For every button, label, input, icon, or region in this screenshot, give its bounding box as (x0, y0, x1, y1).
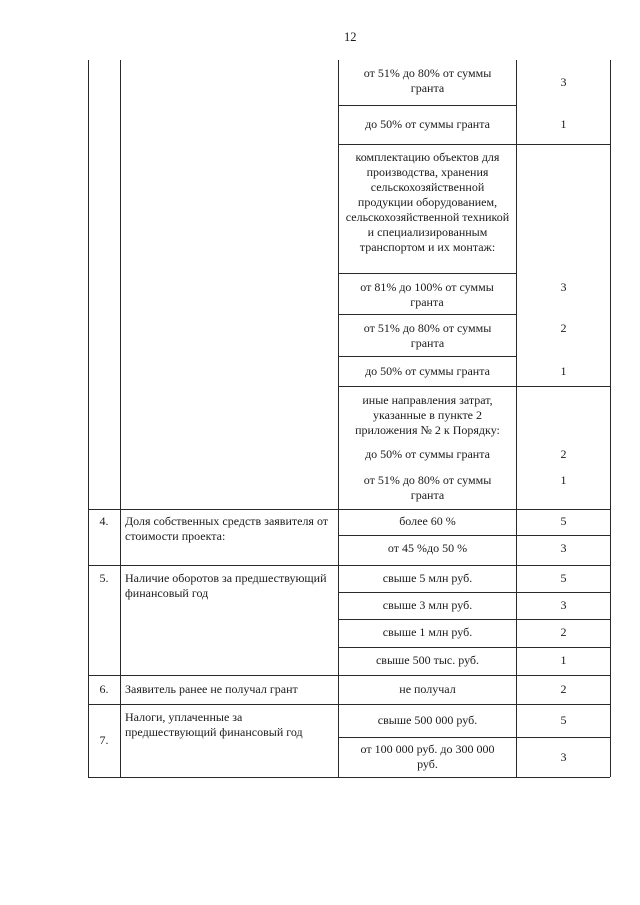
condition-cell: до 50% от суммы гранта (365, 447, 490, 461)
row-divider (338, 273, 516, 274)
criterion-number: 6. (99, 682, 109, 696)
condition-cell: от 51% до 80% от суммы гранта (363, 321, 492, 350)
section-heading: комплектацию объектов для производства, хранения сельскохозяйственной продукции оборудованием, сельскохозяйственной техникой и специализированным транспортом и их монтаж: (345, 150, 510, 254)
column-divider (120, 60, 121, 777)
score-cell: 3 (560, 598, 567, 612)
condition-cell: более 60 % (399, 514, 456, 528)
row-divider (338, 356, 516, 357)
score-cell: 5 (560, 713, 567, 727)
condition-cell: свыше 500 тыс. руб. (375, 653, 480, 667)
condition-cell: до 50% от суммы гранта (365, 364, 490, 378)
page-number-text: 12 (344, 30, 357, 44)
row-divider (338, 105, 516, 106)
criterion-name: Заявитель ранее не получал грант (125, 682, 298, 696)
condition-cell: свыше 1 млн руб. (382, 625, 473, 639)
table-border-bottom (88, 777, 610, 778)
condition-cell: от 100 000 руб. до 300 000 руб. (360, 742, 495, 771)
condition-cell: не получал (399, 682, 456, 696)
condition-cell: свыше 3 млн руб. (382, 598, 473, 612)
score-cell: 3 (560, 75, 567, 89)
row-divider (338, 647, 610, 648)
row-divider (88, 509, 610, 510)
table-border-left (88, 60, 89, 777)
condition-cell: до 50% от суммы гранта (365, 117, 490, 131)
row-divider (338, 592, 610, 593)
criterion-number: 7. (99, 733, 109, 747)
row-divider (88, 565, 610, 566)
column-divider (338, 60, 339, 777)
row-divider (338, 314, 516, 315)
row-divider (88, 704, 610, 705)
row-divider (338, 619, 610, 620)
criterion-name: Доля собственных средств заявителя от стоимости проекта: (125, 514, 329, 543)
condition-cell: свыше 5 млн руб. (382, 571, 473, 585)
criterion-number: 5. (99, 571, 109, 585)
row-divider (338, 386, 610, 387)
score-cell: 3 (560, 280, 567, 294)
score-cell: 5 (560, 514, 567, 528)
row-divider (338, 144, 610, 145)
condition-cell: от 81% до 100% от суммы гранта (360, 280, 494, 309)
score-cell: 2 (560, 321, 567, 335)
score-cell: 2 (560, 625, 567, 639)
score-cell: 3 (560, 541, 567, 555)
score-cell: 1 (560, 653, 567, 667)
criterion-name: Наличие оборотов за предшествующий финансовый год (125, 571, 327, 600)
condition-cell: от 51% до 80% от суммы гранта (363, 66, 492, 95)
criterion-name: Налоги, уплаченные за предшествующий финансовый год (125, 710, 303, 739)
section-heading: иные направления затрат, указанные в пункте 2 приложения № 2 к Порядку: (355, 393, 500, 437)
score-cell: 1 (560, 473, 567, 487)
score-cell: 5 (560, 571, 567, 585)
row-divider (338, 535, 610, 536)
condition-cell: свыше 500 000 руб. (377, 713, 478, 727)
column-divider (516, 60, 517, 777)
score-cell: 1 (560, 117, 567, 131)
condition-cell: от 51% до 80% от суммы гранта (363, 473, 492, 502)
score-cell: 2 (560, 447, 567, 461)
condition-cell: от 45 %до 50 % (387, 541, 468, 555)
score-cell: 2 (560, 682, 567, 696)
criterion-number: 4. (99, 514, 109, 528)
table-border-right (610, 60, 611, 777)
score-cell: 1 (560, 364, 567, 378)
score-cell: 3 (560, 750, 567, 764)
row-divider (338, 737, 610, 738)
row-divider (88, 675, 610, 676)
